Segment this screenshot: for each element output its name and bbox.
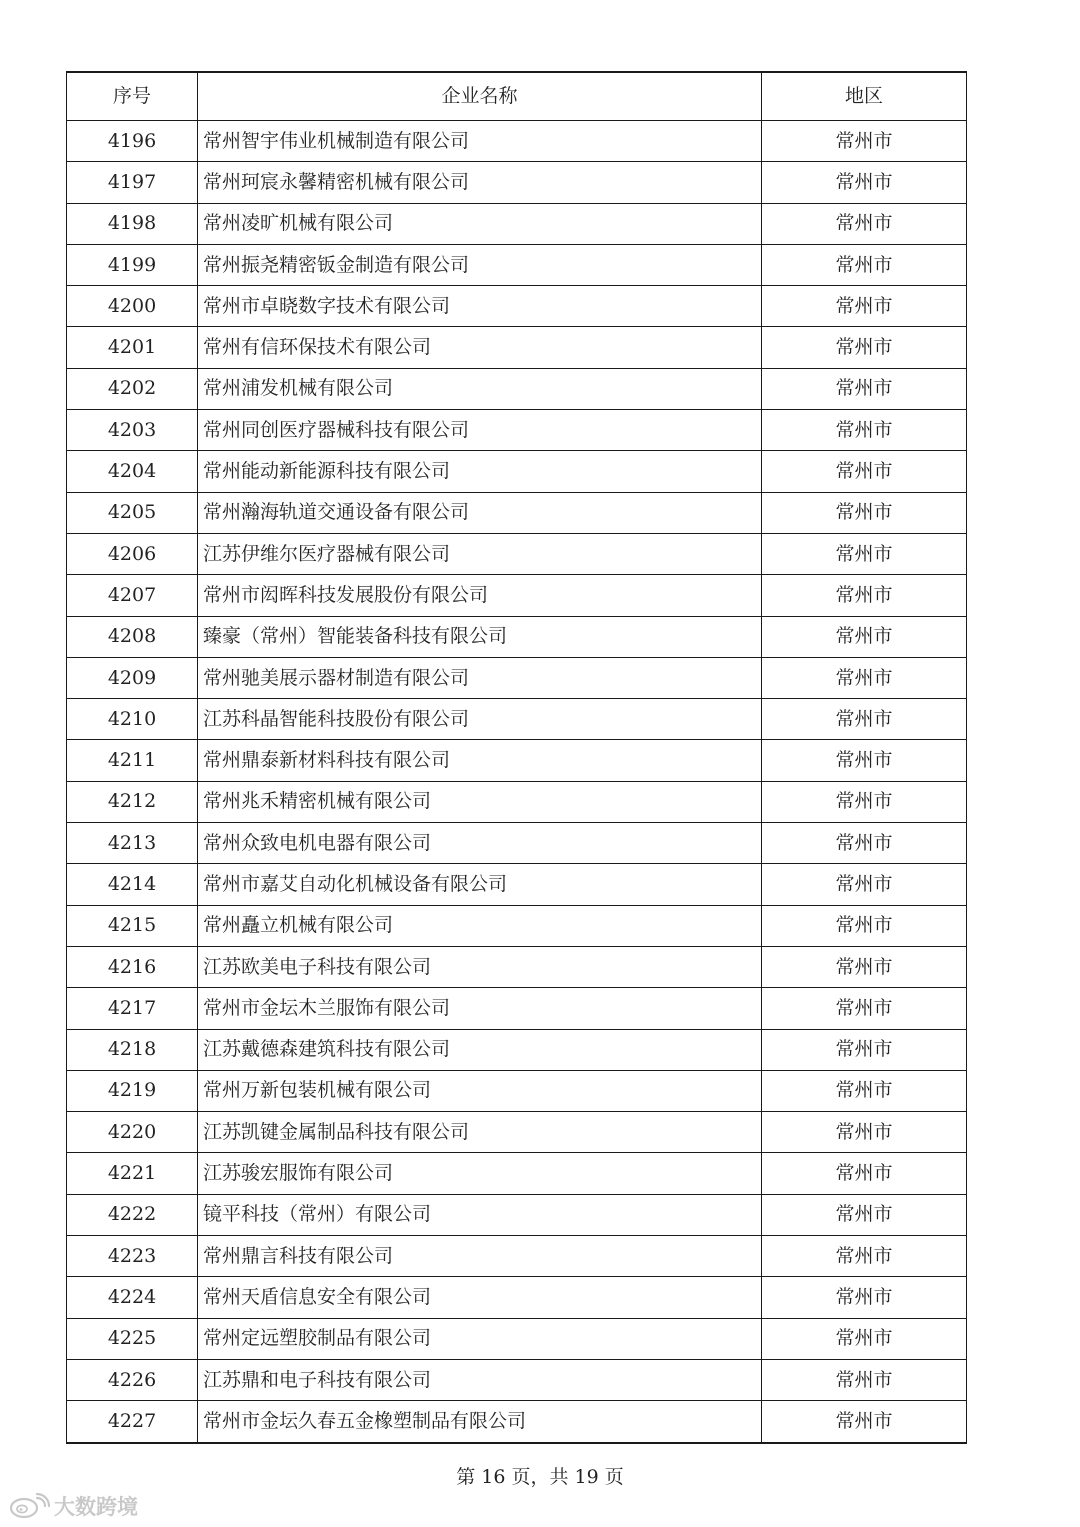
cell-company-name: 常州兆禾精密机械有限公司 xyxy=(198,781,762,822)
cell-seq: 4218 xyxy=(67,1029,198,1070)
cell-seq: 4198 xyxy=(67,203,198,244)
cell-seq: 4221 xyxy=(67,1153,198,1194)
cell-company-name: 江苏骏宏服饰有限公司 xyxy=(198,1153,762,1194)
cell-seq: 4222 xyxy=(67,1194,198,1235)
cell-region: 常州市 xyxy=(762,1112,967,1153)
cell-company-name: 常州市金坛木兰服饰有限公司 xyxy=(198,988,762,1029)
table-row xyxy=(67,1194,967,1235)
cell-region: 常州市 xyxy=(762,575,967,616)
table-row xyxy=(67,1401,967,1443)
cell-region: 常州市 xyxy=(762,1401,967,1443)
cell-seq: 4197 xyxy=(67,162,198,203)
cell-seq: 4207 xyxy=(67,575,198,616)
table-row xyxy=(67,410,967,451)
table-body xyxy=(67,121,967,1443)
cell-region: 常州市 xyxy=(762,286,967,327)
cell-seq: 4206 xyxy=(67,533,198,574)
cell-company-name: 常州市闳晖科技发展股份有限公司 xyxy=(198,575,762,616)
cell-seq: 4205 xyxy=(67,492,198,533)
column-header-seq: 序号 xyxy=(67,72,198,121)
table-row xyxy=(67,286,967,327)
cell-company-name: 常州有信环保技术有限公司 xyxy=(198,327,762,368)
cell-region: 常州市 xyxy=(762,740,967,781)
cell-region: 常州市 xyxy=(762,988,967,1029)
cell-region: 常州市 xyxy=(762,1359,967,1400)
cell-region: 常州市 xyxy=(762,1153,967,1194)
table-row xyxy=(67,1318,967,1359)
cell-company-name: 常州鼎言科技有限公司 xyxy=(198,1236,762,1277)
cell-company-name: 常州市金坛久春五金橡塑制品有限公司 xyxy=(198,1401,762,1443)
table-row xyxy=(67,988,967,1029)
cell-seq: 4202 xyxy=(67,368,198,409)
cell-seq: 4196 xyxy=(67,121,198,162)
cell-seq: 4225 xyxy=(67,1318,198,1359)
table-row xyxy=(67,492,967,533)
table-row xyxy=(67,1153,967,1194)
cell-company-name: 常州瀚海轨道交通设备有限公司 xyxy=(198,492,762,533)
table-row xyxy=(67,823,967,864)
table-row xyxy=(67,740,967,781)
cell-seq: 4209 xyxy=(67,657,198,698)
cell-company-name: 常州智宇伟业机械制造有限公司 xyxy=(198,121,762,162)
watermark-text: 大数跨境 xyxy=(54,1495,138,1519)
cell-company-name: 常州同创医疗器械科技有限公司 xyxy=(198,410,762,451)
cell-region: 常州市 xyxy=(762,327,967,368)
cell-seq: 4215 xyxy=(67,905,198,946)
table-row xyxy=(67,905,967,946)
cell-seq: 4214 xyxy=(67,864,198,905)
cell-company-name: 江苏伊维尔医疗器械有限公司 xyxy=(198,533,762,574)
table-row xyxy=(67,121,967,162)
cell-seq: 4220 xyxy=(67,1112,198,1153)
cell-region: 常州市 xyxy=(762,905,967,946)
cell-region: 常州市 xyxy=(762,492,967,533)
cell-company-name: 常州市卓晓数字技术有限公司 xyxy=(198,286,762,327)
table-row xyxy=(67,699,967,740)
cell-region: 常州市 xyxy=(762,946,967,987)
cell-seq: 4204 xyxy=(67,451,198,492)
cell-company-name: 江苏鼎和电子科技有限公司 xyxy=(198,1359,762,1400)
cell-company-name: 江苏戴德森建筑科技有限公司 xyxy=(198,1029,762,1070)
watermark xyxy=(8,1491,138,1521)
column-header-region: 地区 xyxy=(762,72,967,121)
table-row xyxy=(67,368,967,409)
cell-region: 常州市 xyxy=(762,368,967,409)
cell-seq: 4217 xyxy=(67,988,198,1029)
table-row xyxy=(67,1277,967,1318)
table-row xyxy=(67,451,967,492)
cell-region: 常州市 xyxy=(762,1194,967,1235)
table-row xyxy=(67,1359,967,1400)
cell-seq: 4227 xyxy=(67,1401,198,1443)
table-row xyxy=(67,327,967,368)
cell-region: 常州市 xyxy=(762,533,967,574)
cell-company-name: 江苏科晶智能科技股份有限公司 xyxy=(198,699,762,740)
cell-region: 常州市 xyxy=(762,244,967,285)
cell-seq: 4213 xyxy=(67,823,198,864)
enterprise-list-table xyxy=(66,71,967,1444)
cell-seq: 4224 xyxy=(67,1277,198,1318)
cell-seq: 4211 xyxy=(67,740,198,781)
cell-company-name: 常州驰美展示器材制造有限公司 xyxy=(198,657,762,698)
table-row xyxy=(67,203,967,244)
table-header-row xyxy=(67,72,967,121)
cell-company-name: 常州天盾信息安全有限公司 xyxy=(198,1277,762,1318)
cell-seq: 4219 xyxy=(67,1070,198,1111)
cell-region: 常州市 xyxy=(762,121,967,162)
cell-region: 常州市 xyxy=(762,616,967,657)
cell-region: 常州市 xyxy=(762,657,967,698)
cell-region: 常州市 xyxy=(762,410,967,451)
table-row xyxy=(67,657,967,698)
cell-seq: 4223 xyxy=(67,1236,198,1277)
table-row xyxy=(67,244,967,285)
cell-seq: 4200 xyxy=(67,286,198,327)
table-row xyxy=(67,616,967,657)
table-row xyxy=(67,781,967,822)
cell-region: 常州市 xyxy=(762,162,967,203)
cell-seq: 4208 xyxy=(67,616,198,657)
table-row xyxy=(67,1236,967,1277)
cell-seq: 4201 xyxy=(67,327,198,368)
table-row xyxy=(67,1070,967,1111)
cell-region: 常州市 xyxy=(762,699,967,740)
page-number: 第 16 页，共 19 页 xyxy=(456,1466,624,1488)
cell-company-name: 镜平科技（常州）有限公司 xyxy=(198,1194,762,1235)
cell-region: 常州市 xyxy=(762,781,967,822)
table-row xyxy=(67,946,967,987)
cell-company-name: 常州凌旷机械有限公司 xyxy=(198,203,762,244)
cell-seq: 4226 xyxy=(67,1359,198,1400)
table-row xyxy=(67,1029,967,1070)
cell-seq: 4210 xyxy=(67,699,198,740)
cell-region: 常州市 xyxy=(762,1029,967,1070)
table-row xyxy=(67,533,967,574)
cell-region: 常州市 xyxy=(762,1318,967,1359)
cell-company-name: 臻豪（常州）智能装备科技有限公司 xyxy=(198,616,762,657)
table-header xyxy=(67,72,967,121)
cell-seq: 4199 xyxy=(67,244,198,285)
cell-region: 常州市 xyxy=(762,1070,967,1111)
cell-region: 常州市 xyxy=(762,1236,967,1277)
weibo-logo-icon xyxy=(8,1493,50,1519)
cell-region: 常州市 xyxy=(762,203,967,244)
cell-company-name: 江苏凯键金属制品科技有限公司 xyxy=(198,1112,762,1153)
cell-company-name: 常州浦发机械有限公司 xyxy=(198,368,762,409)
cell-seq: 4216 xyxy=(67,946,198,987)
table-row xyxy=(67,864,967,905)
cell-company-name: 江苏欧美电子科技有限公司 xyxy=(198,946,762,987)
cell-company-name: 常州众致电机电器有限公司 xyxy=(198,823,762,864)
cell-region: 常州市 xyxy=(762,1277,967,1318)
cell-company-name: 常州振尧精密钣金制造有限公司 xyxy=(198,244,762,285)
cell-company-name: 常州鼎泰新材料科技有限公司 xyxy=(198,740,762,781)
table-row xyxy=(67,162,967,203)
cell-region: 常州市 xyxy=(762,451,967,492)
column-header-name: 企业名称 xyxy=(198,72,762,121)
cell-company-name: 常州矗立机械有限公司 xyxy=(198,905,762,946)
cell-company-name: 常州能动新能源科技有限公司 xyxy=(198,451,762,492)
table-row xyxy=(67,1112,967,1153)
cell-company-name: 常州市嘉艾自动化机械设备有限公司 xyxy=(198,864,762,905)
cell-seq: 4212 xyxy=(67,781,198,822)
cell-company-name: 常州珂宸永馨精密机械有限公司 xyxy=(198,162,762,203)
cell-company-name: 常州万新包装机械有限公司 xyxy=(198,1070,762,1111)
table-row xyxy=(67,575,967,616)
cell-seq: 4203 xyxy=(67,410,198,451)
cell-region: 常州市 xyxy=(762,864,967,905)
cell-company-name: 常州定远塑胶制品有限公司 xyxy=(198,1318,762,1359)
cell-region: 常州市 xyxy=(762,823,967,864)
